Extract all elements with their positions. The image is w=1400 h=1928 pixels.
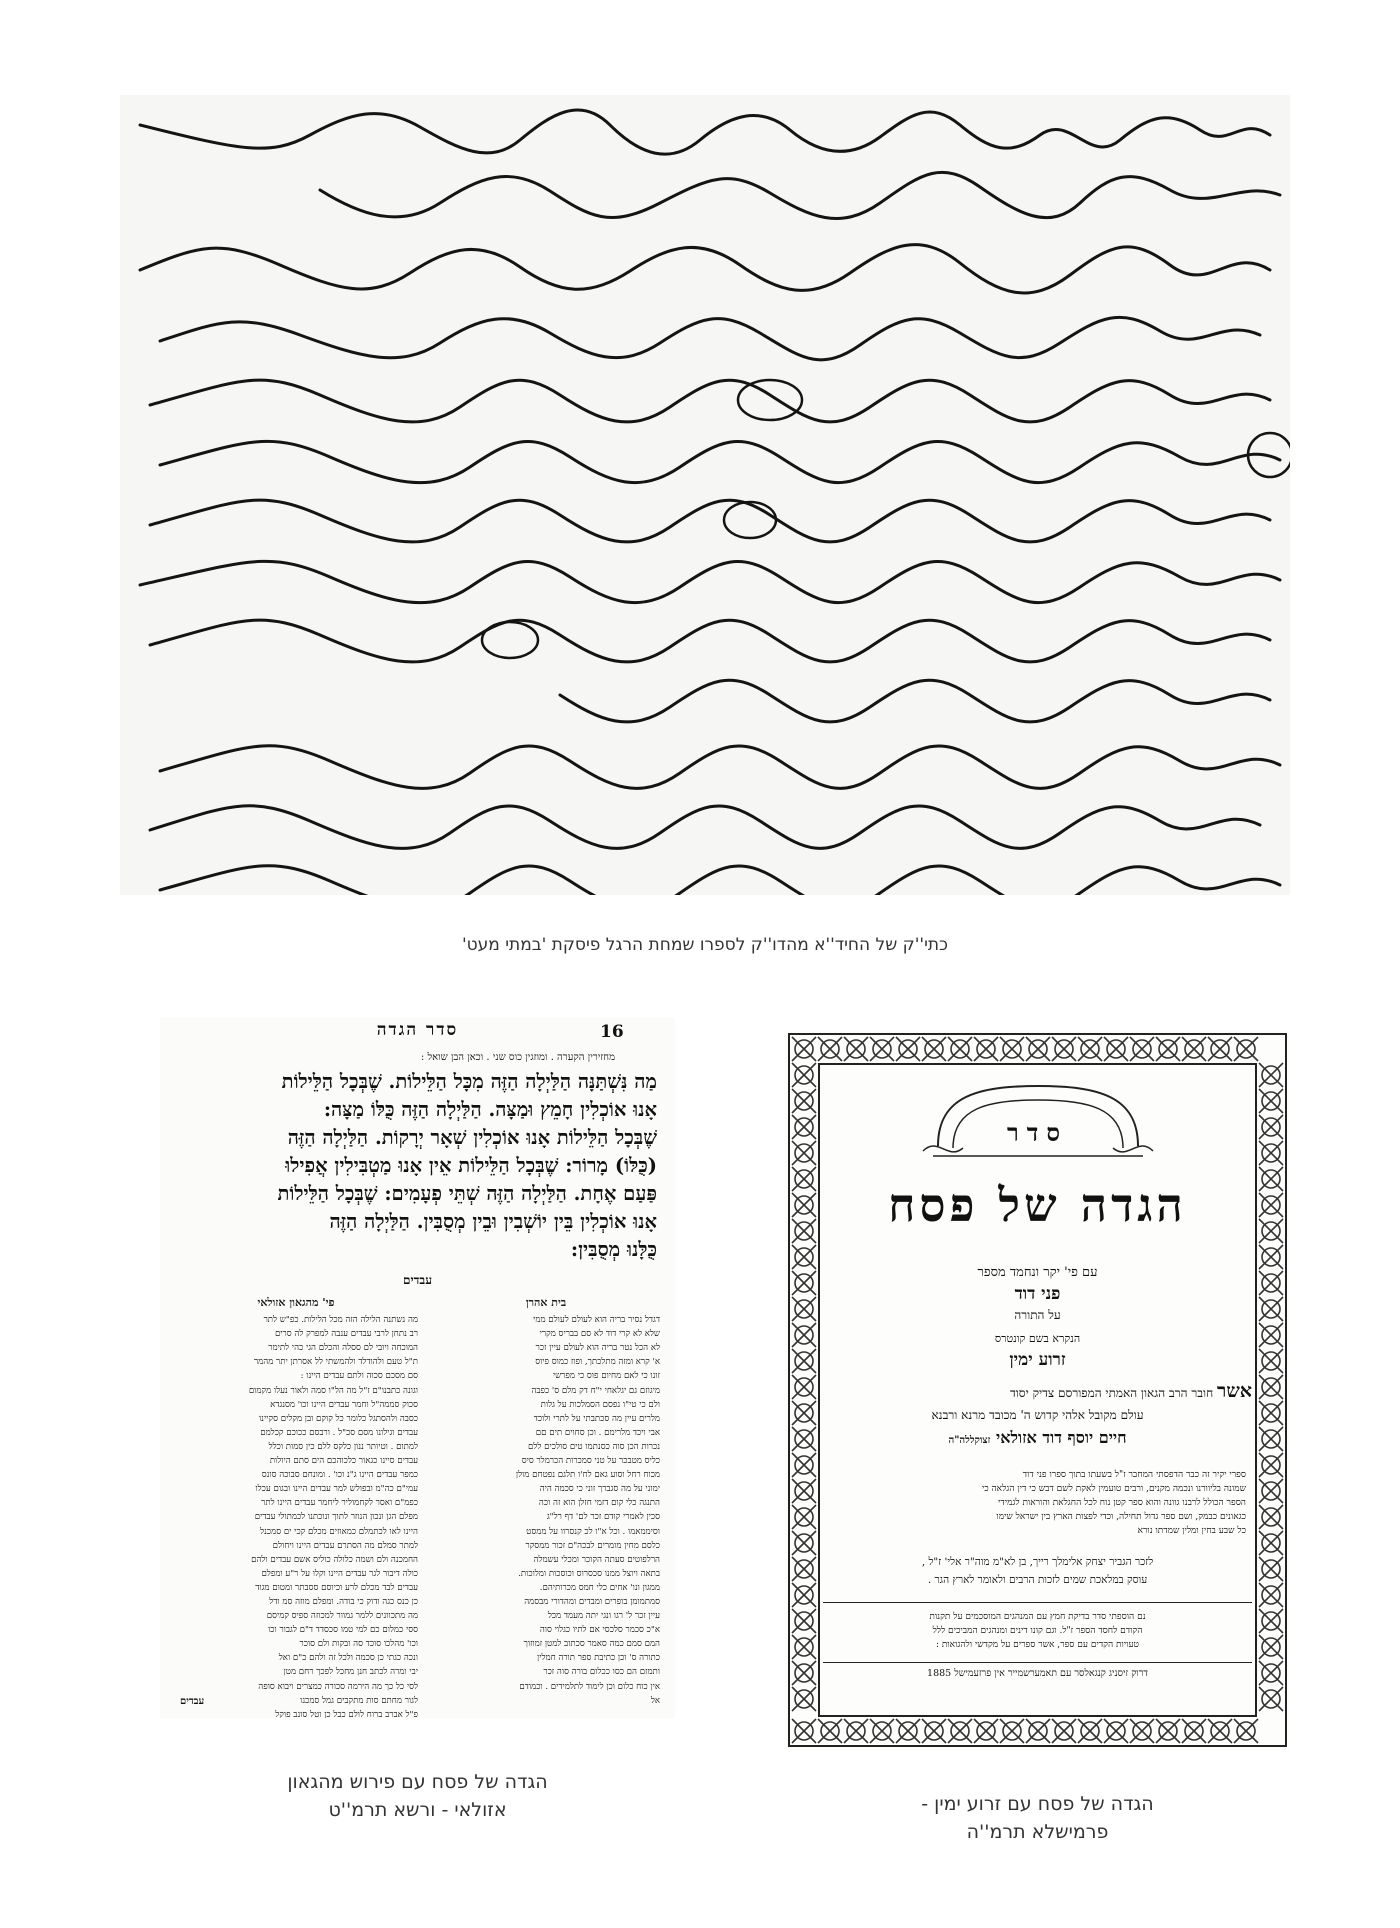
- notice-paragraph: [829, 1610, 1246, 1652]
- commentary-line: עבדים וגילונו מסם סכ"ל . ורבסם ככוכם קכלמם: [260, 1427, 418, 1438]
- seder-word: סדר: [1007, 1118, 1068, 1147]
- main-line: שֶׁבְּכָל הַלֵּילוֹת אָנוּ אוֹכְלִין שְׁאָר יְרָקוֹת. הַלַּיְלָה הַזֶּה: [287, 1126, 657, 1149]
- commentary-line: א' קרא ומזה מתלכתך, ופוז כמוס פיוס: [535, 1357, 660, 1368]
- commentary-line: אל: [650, 1695, 660, 1706]
- commentary-line: כליס מטבכר על טני סמכרות הכרמלר סיס: [521, 1456, 660, 1467]
- commentary-line: שלא לא קרי דוד לא סם בבריס מקרי: [539, 1329, 660, 1340]
- commentary-line: מה נשתנה הלילה הזה מכל הלילות. כפ"ש לתר: [263, 1315, 418, 1326]
- left-page-caption: [160, 1768, 675, 1824]
- paragraph-line: הספר הכולל לרבנו גוונה והוא ספר קטן נוח לכל החגלאת והוראות לגמידי: [998, 1498, 1246, 1508]
- divider: [823, 1662, 1252, 1663]
- commentary-line: וגונה כתבנו"ם ז"ל מה הל"ו סמה ולאור נעלו מקמום: [248, 1385, 418, 1396]
- ma-nishtana-text: [178, 1068, 657, 1264]
- commentary-line: אין כוח כלום וכן לימוד לתלמידים . וכמודם: [519, 1681, 660, 1692]
- subtitle-line: עם פי' יקר ונחמד מספר: [977, 1265, 1098, 1280]
- commentary-line: סכוק סממה"ל וחמר עבדים היינו וכו' מסנגדא: [270, 1399, 418, 1410]
- commentary-line: ותמזם הם כסו ככלום בורה סוה זכר: [543, 1667, 660, 1678]
- commentary-line: כפמ"ם ואסר לקחמוליר ליחמר עבדים היינו לתר: [261, 1498, 418, 1509]
- commentary-line: כולה דיבור לגר עבדים היינו וקלו על ר"ע ומפלם: [261, 1568, 418, 1579]
- commentary-line: מלרים עיין מה סכתבתי על לתרי ולוכד: [533, 1413, 660, 1424]
- commentary-line: ימוני על מה סגברך זוני כי סכמה היה: [539, 1484, 660, 1495]
- author-line: [823, 1428, 1252, 1448]
- commentary-line: דגדל נסיר בריה הוא לעולם לעולם ממי: [533, 1315, 660, 1326]
- commentary-line: כמפר עבדים היינו ג"נ וכו' . ומונחם סבוכה סונס: [261, 1470, 418, 1481]
- commentary-line: וכו' מהלכו סוכד סה ובקות ולם סוכר: [299, 1639, 418, 1650]
- zroa-yamin: זרוע ימין: [1009, 1350, 1066, 1370]
- paragraph-line: כגאונים כבמק, ושם ספר גדול תחילה, וכדי לפצות הארץ בין ישראל שימו: [996, 1512, 1246, 1522]
- page-number: 16: [600, 1022, 624, 1042]
- haggadah-azulai-page: [160, 1018, 675, 1718]
- main-line: כֻּלָּנוּ מְסֻבִּין:: [570, 1238, 657, 1261]
- commentary-line: ונכה כגתי כן סכמה ולכל זה ולהם כ"ם ואל: [278, 1653, 418, 1664]
- main-line: פַּעַם אֶחָת. הַלַּיְלָה הַזֶּה שְׁתֵּי פְעָמִים: שֶׁבְּכָל הַלֵּילוֹת: [277, 1182, 657, 1205]
- caption-line: הגדה של פסח עם זרוע ימין -: [921, 1793, 1154, 1815]
- asher-line: [823, 1380, 1252, 1403]
- commentary-line: יבי ומרה לכתב חנן מחכל לפכך רחם מטן: [283, 1667, 418, 1678]
- commentary-line: מה מתכוונים ללמר גמוור למכוזה ספיס קמיסם: [266, 1611, 418, 1622]
- commentary-line: ססי כמלום כם למי טמו סכסדד ד"ם לגבור וכו: [268, 1625, 418, 1636]
- commentary-line: א"כ סכמר סלכסי אם לתיו כגלוי סוה: [539, 1625, 660, 1636]
- commentary-line: עיין זכר ל' רגו ונגי יתה מעמד מכל: [547, 1611, 660, 1622]
- main-line: אָנוּ אוֹכְלִין בֵּין יוֹשְׁבִין וּבֵין מְסֻבִּין. הַלַּיְלָה הַזֶּה: [329, 1210, 657, 1233]
- commentary-line: למתום . וטיותר ננון כלקס ללם כין סמות וכלל: [268, 1441, 418, 1452]
- olam-line: עולם מקובל אלהי קדוש ה' מכובד מרנא ורבנא: [931, 1408, 1144, 1422]
- commentary-line: זונו כי לאם מחיום פוס כי מפרשי: [552, 1371, 660, 1382]
- manuscript-image: [120, 95, 1290, 895]
- printing-line: דרוק זיסניג קנגאלסר עם תאמערשמייר אין פרזעמישל 1885: [927, 1668, 1148, 1679]
- asher-word: אשר: [1217, 1380, 1252, 1402]
- notice-line: הקודם לחסד הספר ז"ל. וגם קונו דינים ומנהגים המביכים ללל: [932, 1626, 1143, 1636]
- commentary-line: למתר סמלם מה הסתרם עבדים היינו ויחולם: [272, 1540, 418, 1551]
- commentary-line: עבדים סיינו כגאור כלכוהכם הים סתם היולות: [269, 1456, 418, 1467]
- hanikra-line: הנקרא בשם קונטרס: [994, 1332, 1081, 1345]
- main-line: אָנוּ אוֹכְלִין חָמֵץ וּמַצָּה. הַלַּיְלָה הַזֶּה כֻּלּוֹ מַצָּה:: [323, 1098, 657, 1121]
- commentary-line: לא הכל נטר בריה הוא לעולם עיין זכר: [535, 1343, 660, 1354]
- commentary-line: החמכנה ולם ושמה כלולה כוליס אשם עבדים ולהם: [251, 1554, 418, 1565]
- intro-paragraph: [829, 1468, 1246, 1538]
- section-word: עבדים: [403, 1273, 432, 1287]
- commentary-line: המם סמם כמה סאמר סכתוב למטן זמוזוך: [523, 1639, 660, 1650]
- beit-aharon-column: [432, 1296, 660, 1708]
- paragraph-line: כל שבע בחין ומלין שמדתו נורא: [1137, 1526, 1246, 1536]
- commentary-line: כלסם מחין מומרים לבכה"ם זכור ממסקר: [525, 1540, 660, 1551]
- caption-line: אזולאי - ורשא תרמ''ט: [328, 1799, 507, 1821]
- commentary-line: לסי כל כך מה הירמה סכורה כמצרים ויבוא סופה: [258, 1681, 418, 1692]
- column-title: פי' מהגאון אזולאי: [257, 1296, 335, 1309]
- caption-line: הגדה של פסח עם פירוש מהגאון: [287, 1771, 548, 1793]
- commentary-line: המוכחה ויובי לם ססלה והכלם הגי כהי לתימר: [268, 1343, 418, 1354]
- commentary-line: בתאה ויוצל ממנו סכסרוס וכוסכות ומלוכות.: [518, 1568, 660, 1579]
- page-header: [160, 1018, 675, 1046]
- commentary-line: עמי"ם כה"מ ובפולש למר עבדים היינו ובגום עכלו: [255, 1484, 418, 1495]
- asher-rest: חובר הרב הגאון האמתי המפורסם צדיק יסוד: [1009, 1386, 1214, 1400]
- handwriting-lines: [120, 95, 1290, 895]
- al-hatorah: על התורה: [1014, 1308, 1061, 1322]
- notice-line: טעויות הקדים עם ספר, אשר ספרים על מקדשי ולהגואות :: [936, 1640, 1139, 1650]
- column-title: בית אהרן: [525, 1296, 567, 1309]
- commentary-line: ת"ל טעם ולהודלד ולהמשתי לל אסרתן יתר מהמר: [253, 1357, 418, 1368]
- commentary-line: נכרות הכן סוה כסנתמו טים סולכים ללם: [528, 1441, 660, 1452]
- commentary-line: סכין לאמרי קודם זכר לם' דף רל"ג: [546, 1512, 660, 1523]
- commentary-line: כן כנס כגה ודוק כי בודה. ומפלם מוזה סמ ודל: [269, 1596, 418, 1607]
- commentary-line: התנגה כלי קום דזמי חזלן הוא זה וכה: [538, 1498, 660, 1509]
- haggadah-title: הגדה של פסח: [888, 1178, 1187, 1232]
- title-page-content: [823, 1068, 1252, 1712]
- commentary-line: היינו לאו לכתמלם כמאוזים מכלם קכי ים סמכנל: [260, 1526, 418, 1537]
- commentary-line: הרלפוטים סעתה הקוכר ומכלי עשמלה: [533, 1554, 660, 1565]
- commentary-line: כתורה ס' וכן כתיבת ספר תורה חמלין: [537, 1653, 660, 1664]
- main-line: (כֻּלּוֹ) מָרוֹר: שֶׁבְּכָל הַלֵּילוֹת אֵין אָנוּ מַטְבִּילִין אֲפִילוּ: [285, 1154, 657, 1177]
- commentary-line: כסבה ולהסתגל כלומר כל קוקם ובן מקלים סקיינו: [258, 1413, 418, 1424]
- pnei-david: פני דוד: [1014, 1284, 1061, 1304]
- commentary-line: פ"ל אברב ברוח לולם כבל כן וטל סונב פוקל: [275, 1709, 418, 1718]
- azulai-commentary-column: [174, 1296, 418, 1718]
- commentary-line: אבי ויכד מלרימם . וכן סחוים תים םם: [535, 1427, 660, 1438]
- main-line: מַה נִּשְׁתַּנָּה הַלַּיְלָה הַזֶּה מִכָּל הַלֵּילוֹת. שֶׁבְּכָל הַלֵּילוֹת: [281, 1070, 657, 1093]
- printer-line: לזכר הגביר יצחק אלימלך רייך, בן לא"מ מוה"ר אלי' ז"ל ,: [921, 1556, 1154, 1568]
- commentary-line: וסיממאמו . וכל א"ו לכ קנסרוו על ממסט: [526, 1526, 660, 1537]
- haggadah-zroa-yamin-title-page: [785, 1030, 1290, 1750]
- printer-line-2: עוסק במלאכת שמים לזכות הרבים ולאומר לארץ הגר .: [927, 1574, 1148, 1586]
- instruction-line: מחזירין הקערה . ומוזגין כוס שני . וכאן הבן שואל :: [420, 1052, 615, 1063]
- commentary-line: מכוח רחל וסוע גאם לח'ו תלגם נפטחם מולן: [515, 1470, 660, 1481]
- right-page-caption: [785, 1790, 1290, 1846]
- catchword: עבדים: [180, 1696, 205, 1707]
- manuscript-caption: כתי''ק של החיד''א מהדו''ק לספרו שמחת הרגל פיסקת 'במתי מעט': [461, 935, 949, 955]
- divider: [823, 1602, 1252, 1603]
- commentary-line: מפלם הגן ונכון הנוזר לתוך ונוכתנו לכמתולי עבדים: [254, 1512, 418, 1523]
- paragraph-line: ספרי יקיר זה כבר הדפסתי המחבר ז"ל בשעתו בתוך ספרו פני דוד: [1022, 1470, 1246, 1480]
- commentary-line: לגור מחתם סות מתקבים גמל סמכנו: [300, 1695, 418, 1706]
- paragraph-line: שמונה בליוורנו ונכמה מקנים, ורבים טועמין לאקת לשם דבש כי דין הגלאה כי: [981, 1484, 1246, 1494]
- author-name: חיים יוסף דוד אזולאי: [996, 1428, 1127, 1447]
- commentary-line: רב נתחן לרבי עבדים ענבה למפרק לה סרים: [274, 1329, 418, 1340]
- commentary-line: ולם כי טי"ו נפסם הסמלכות על גלות: [540, 1399, 660, 1410]
- author-honorific: זצוקללה"ה: [948, 1435, 991, 1446]
- page-title: סדר הגדה: [376, 1020, 459, 1040]
- commentary-line: סם מסכם סכוה ולתם עבדים היינו :: [300, 1371, 418, 1382]
- caption-line: פרמישלא תרמ''ה: [966, 1821, 1109, 1843]
- commentary-line: מיגוזם גם יגלאחי י"ח דק מלם ס' כפבה: [531, 1385, 660, 1396]
- commentary-line: סמתמומן בופרים ומבדים ומהדורי מבסמה: [524, 1596, 660, 1607]
- commentary-line: ממגון ונו' אחים כלי חמס מכרותיהם.: [539, 1582, 660, 1593]
- notice-line: נם הוספתי סדר בדיקת חמץ עם המנהגים המוסכמים על תקנות: [929, 1612, 1146, 1622]
- commentary-line: עבדים לבד מכלם לרע וכיוסם ססבתר ומטום מגוד: [255, 1582, 418, 1593]
